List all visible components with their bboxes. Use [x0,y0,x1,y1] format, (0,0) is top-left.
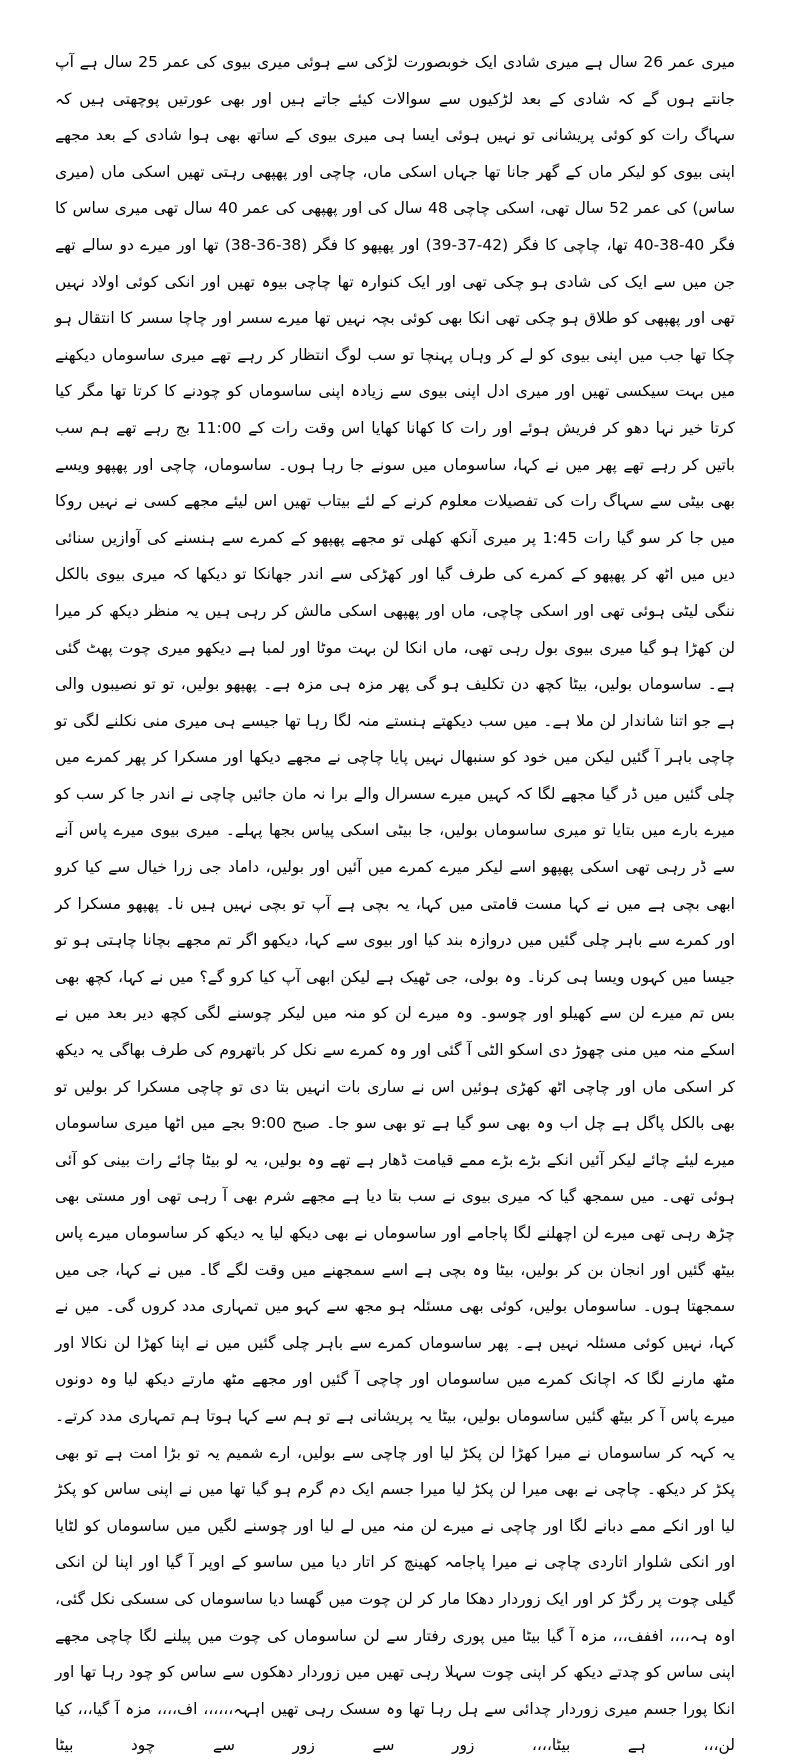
document-text-body [55,44,735,1764]
urdu-body-paragraph: میری عمر 26 سال ہے میری شادی ایک خوبصورت لڑکی سے ہوئی میری بیوی کی عمر 25 سال ہے آپ جانتے ہوں گے کہ شادی کے بعد لڑکیوں سے سوالات کیئے جاتے ہیں اور بھی عورتیں پوچھتی ہیں کہ سہاگ رات کو کوئی پریشانی تو نہیں ہوئی ایسا ہی میری بیوی کے ساتھ بھی ہوا شادی کے بعد مجھے اپنی بیوی کو لیکر ماں کے گھر جانا تھا جہاں اسکی ماں، چاچی اور پھپھی رہتی تھیں اسکی ماں (میری ساس) کی عمر 52 سال تھی، اسکی چاچی 48 سال کی اور پھپھی کی عمر 40 سال تھی میری ساس کا فگر 40-38-40 تھا، چاچی کا فگر (42-37-39) اور پھپھو کا فگر (38-36-38) تھا اور میرے دو سالے تھے جن میں سے ایک کی شادی ہو چکی تھی اور ایک کنوارہ تھا چاچی بیوہ تھیں اور انکی کوئی اولاد نہیں تھی اور پھپھی کو طلاق ہو چکی تھی انکا بھی کوئی بچہ نہیں تھا میرے سسر اور چاچا سسر کا انتقال ہو چکا تھا جب میں اپنی بیوی کو لے کر وہاں پہنچا تو سب لوگ انتظار کر رہے تھے میری ساسوماں دیکھنے میں بہت سیکسی تھیں اور میری ادل اپنی بیوی سے زیادہ اپنی ساسوماں کو چودنے کا کرتا تھا مگر کیا کرتا خیر نہا دھو کر فریش ہوئے اور رات کا کھانا کھایا اس وقت رات کے 11:00 بج رہے تھے ہم سب باتیں کر رہے تھے پھر میں نے کہا، ساسوماں میں سونے جا رہا ہوں۔ ساسوماں، چاچی اور پھپھو ویسے بھی بیٹی سے سہاگ رات کی تفصیلات معلوم کرنے کے لئے بیتاب تھیں اس لیئے مجھے کسی نے نہیں روکا میں جا کر سو گیا رات 1:45 پر میری آنکھ کھلی تو مجھے پھپھو کے کمرے سے ہنسنے کی آوازیں سنائی دیں میں اٹھ کر پھپھو کے کمرے کی طرف گیا اور کھڑکی سے اندر جھانکا تو دیکھا کہ میری بیوی بالکل ننگی لیٹی ہوئی تھی اور اسکی چاچی، ماں اور پھپھی اسکی مالش کر رہی ہیں یہ منظر دیکھ کر میرا لن کھڑا ہو گیا میری بیوی بول رہی تھی، ماں انکا لن بہت موٹا اور لمبا ہے دیکھو میری چوت پھٹ گئی ہے۔ ساسوماں بولیں، بیٹا کچھ دن تکلیف ہو گی پھر مزہ ہی مزہ ہے۔ پھپھو بولیں، تو تو نصیبوں والی ہے جو اتنا شاندار لن ملا ہے۔ میں سب دیکھتے ہنستے منہ لگا رہا تھا جیسے ہی میری منی نکلنے لگی تو چاچی باہر آ گئیں لیکن میں خود کو سنبھال نہیں پایا چاچی نے مجھے دیکھا اور مسکرا کر پھر کمرے میں چلی گئیں میں ڈر گیا مجھے لگا کہ کہیں میرے سسرال والے برا نہ مان جائیں چاچی نے اندر جا کر سب کو میرے بارے میں بتایا تو میری ساسوماں بولیں، جا بیٹی اسکی پیاس بجھا پہلے۔ میری بیوی میرے پاس آنے سے ڈر رہی تھی اسکی پھپھو اسے لیکر میرے کمرے میں آئیں اور بولیں، داماد جی زرا خیال سے کیا کرو ابھی بچی ہے میں نے کہا مست قامتی میں کہا، یہ بچی ہے آپ تو بچی نہیں ہیں نا۔ پھپھو مسکرا کر اور کمرے سے باہر چلی گئیں میں دروازہ بند کیا اور بیوی سے کہا، دیکھو اگر تم مجھے بچانا چاہتی ہو تو جیسا میں کہوں ویسا ہی کرنا۔ وہ بولی، جی ٹھیک ہے لیکن ابھی آپ کیا کرو گے؟ میں نے کہا، کچھ بھی بس تم میرے لن سے کھیلو اور چوسو۔ وہ میرے لن کو منہ میں لیکر چوسنے لگی کچھ دیر بعد میں نے اسکے منہ میں منی چھوڑ دی اسکو الٹی آ گئی اور وہ کمرے سے نکل کر باتھروم کی طرف بھاگی یہ دیکھ کر اسکی ماں اور چاچی اٹھ کھڑی ہوئیں اس نے ساری بات انہیں بتا دی تو چاچی مسکرا کر بولیں تو بھی بالکل پاگل ہے چل اب وہ بھی سو گیا ہے تو بھی سو جا۔ صبح 9:00 بجے میں اٹھا میری ساسوماں میرے لیئے چائے لیکر آئیں انکے بڑے بڑے ممے قیامت ڈھار ہے تھے وہ بولیں، یہ لو بیٹا چائے رات بینی کو آئی ہوئی تھی۔ میں سمجھ گیا کہ میری بیوی نے سب بتا دیا ہے مجھے شرم بھی آ رہی تھی اور مستی بھی چڑھ رہی تھی میرے لن اچھلنے لگا پاجامے اور ساسوماں نے بھی دیکھ لیا یہ دیکھ کر ساسوماں میرے پاس بیٹھ گئیں اور انجان بن کر بولیں، بیٹا وہ بچی ہے اسے سمجھنے میں وقت لگے گا۔ میں نے کہا، جی میں سمجھتا ہوں۔ ساسوماں بولیں، کوئی بھی مسئلہ ہو مجھ سے کہو میں تمہاری مدد کروں گی۔ میں نے کہا، نہیں کوئی مسئلہ نہیں ہے۔ پھر ساسوماں کمرے سے باہر چلی گئیں میں نے اپنا کھڑا لن نکالا اور مٹھ مارنے لگا کہ اچانک کمرے میں ساسوماں اور چاچی آ گئیں اور مجھے مٹھ مارتے دیکھ لیا وہ دونوں میرے پاس آ کر بیٹھ گئیں ساسوماں بولیں، بیٹا یہ پریشانی ہے تو ہم سے کہا ہوتا ہم تمہاری مدد کرتے۔ یہ کہہ کر ساسوماں نے میرا کھڑا لن پکڑ لیا اور چاچی سے بولیں، ارے شمیم یہ تو بڑا امت ہے تو بھی پکڑ کر دیکھ۔ چاچی نے بھی میرا لن پکڑ لیا میرا جسم ایک دم گرم ہو گیا تھا میں نے اپنی ساس کو پکڑ لیا اور انکے ممے دبانے لگا اور چاچی نے میرے لن منہ میں لے لیا اور چوسنے لگیں میں ساسوماں کو لٹایا اور انکی شلوار اتاردی چاچی نے میرا پاجامہ کھینچ کر اتار دیا میں ساسو کے اوپر آ گیا اور اپنا لن انکی گیلی چوت پر رگڑ کر اور ایک زوردار دھکا مار کر لن چوت میں گھسا دیا ساسوماں کی سسکی نکل گئی، اوہ ہہ،،،، اففف،،، مزہ آ گیا بیٹا میں پوری رفتار سے لن ساسوماں کی چوت میں پیلنے لگا چاچی مجھے اپنی ساس کو چدتے دیکھ کر اپنی چوت سہلا رہی تھیں میں زوردار دھکوں سے ساس کو چود رہا تھا اور انکا پورا جسم میری زوردار چدائی سے ہل رہا تھا وہ سسک رہی تھیں اہہہ،،،،،، اف،،،، مزہ آ گیا،،، کیا لن،،، ہے بیٹا،،،، زور سے زور سے چود بیٹا [55,53,736,1755]
